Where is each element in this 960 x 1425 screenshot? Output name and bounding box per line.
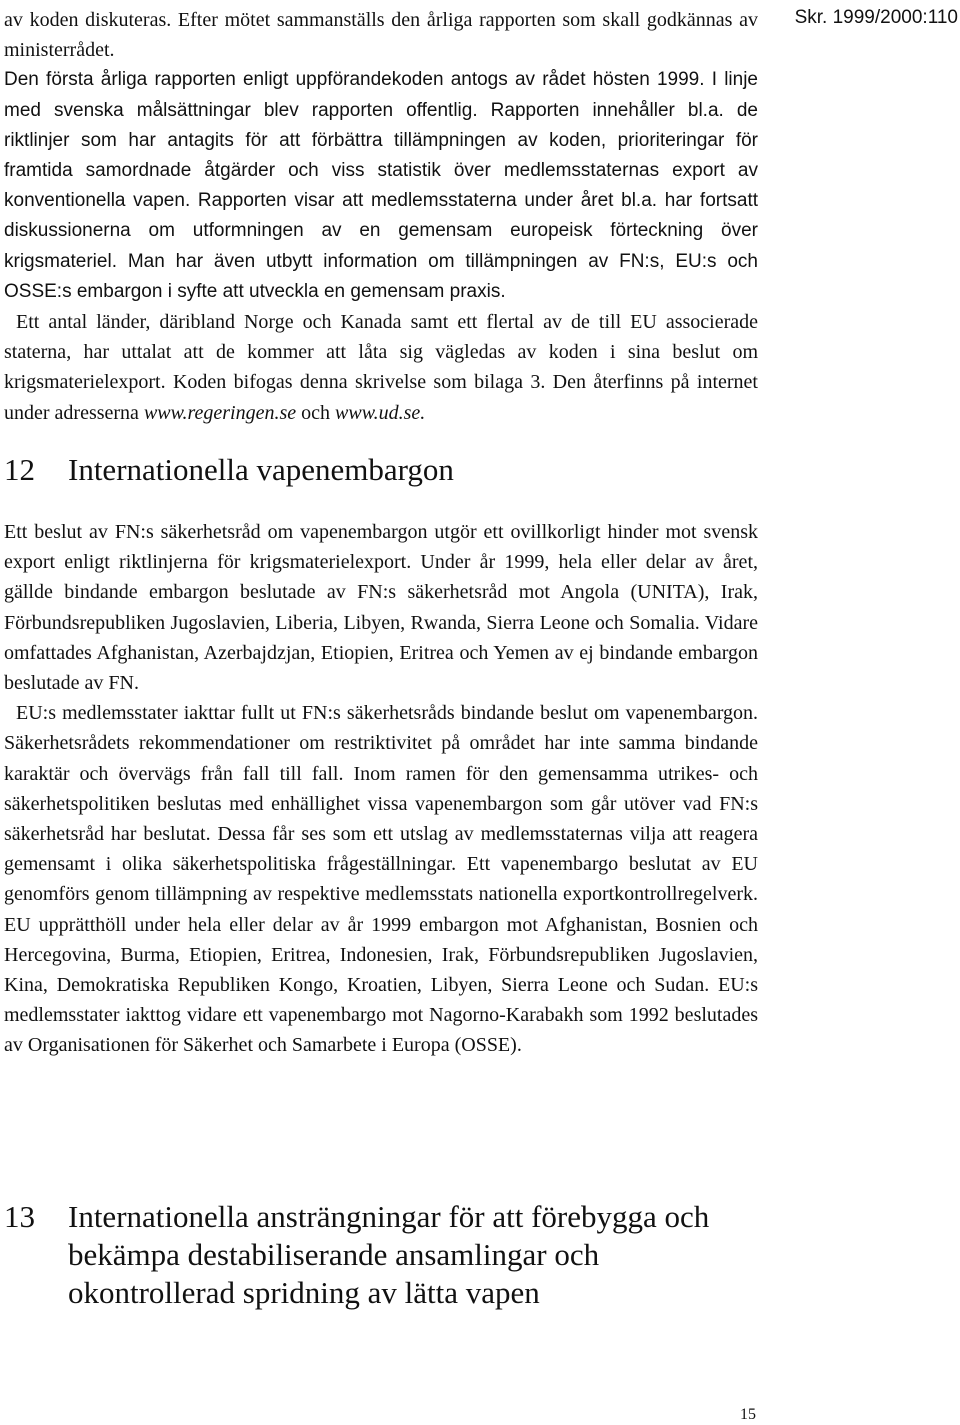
section-12-paragraph-1: Ett beslut av FN:s säkerhetsråd om vapenembargon utgör ett ovillkorligt hinder mot svensk export enligt riktlinjerna för krigsmaterielexport. Under år 1999, hela eller delar av året, gällde bindande embargon beslutade av FN:s säkerhetsråd mot Angola (UNITA), Irak, Förbundsrepubliken Jugoslavien, Liberia, Libyen, Rwanda, Sierra Leone och Somalia. Vidare omfattades Afghanistan, Azerbajdzjan, Etiopien, Eritrea och Yemen av ej bindande embargon beslutade av FN. [4, 521, 758, 695]
section-13-heading [4, 1198, 764, 1312]
page-number: 15 [740, 1406, 756, 1423]
section-13-number: 13 [4, 1199, 35, 1234]
section-12-number: 12 [4, 452, 35, 487]
link-regeringen[interactable]: www.regeringen.se [143, 401, 297, 424]
section-12-paragraph-2: EU:s medlemsstater iakttar fullt ut FN:s säkerhetsråds bindande beslut om vapenembargon. Säkerhetsrådets rekommendationer om restriktivitet på området har inte samma bindande karaktär och övervägs från fall till fall. Inom ramen för den gemensamma utrikes- och säkerhetspolitiken beslutas med enhällighet vissa vapenembargon som går utöver vad FN:s säkerhetsråd har beslutat. Dessa får ses som ett utslag av medlemsstaternas vilja att reagera gemensamt i olika säkerhetspolitiska frågeställningar. Ett vapenembargo beslutat av EU genomförs genom tillämpning av respektive medlemsstats nationella exportkontrollregelverk. EU upprätthöll under hela eller delar av år 1999 embargon mot Afghanistan, Bosnien och Hercegovina, Burma, Etiopien, Eritrea, Indonesien, Irak, Förbundsrepubliken Jugoslavien, Kina, Demokratiska Republiken Kongo, Kroatien, Libyen, Sierra Leone och Sudan. EU:s medlemsstater iakttog vidare ett vapenembargo mot Nagorno-Karabakh som 1992 beslutades av Organisationen för Säkerhet och Samarbete i Europa (OSSE). [4, 702, 758, 1057]
section-12-title: Internationella vapenembargon [68, 452, 454, 487]
section-12-heading [4, 451, 764, 489]
section-12-body [4, 517, 758, 1061]
intro-paragraph-2: Den första årliga rapporten enligt uppförandekoden antogs av rådet hösten 1999. I linje med svenska målsättningar blev rapporten offentlig. Rapporten innehåller bl.a. de riktlinjer som har antagits för att förbättra tillämpningen av koden, prioriteringar för framtida samordnade åtgärder och viss statistik över medlemsstaternas export av konventionella vapen. Rapporten visar att medlemsstaterna under året bl.a. har fortsatt diskussionerna om utformningen av en gemensam europeisk förteckning över krigsmateriel. Man har även utbytt information om tillämpningen av FN:s, EU:s och OSSE:s embargon i syfte att utveckla en gemensam praxis. [4, 69, 758, 302]
intro-paragraph-1: av koden diskuteras. Efter mötet sammanställs den årliga rapporten som skall godkännas av ministerrådet. [4, 9, 758, 62]
intro-paragraph-3 [4, 307, 758, 428]
link-ud[interactable]: www.ud.se. [335, 401, 426, 424]
section-13-title: Internationella ansträngningar för att förebygga och bekämpa destabiliserande ansamlingar och okontrollerad spridning av lätta vapen [68, 1199, 710, 1310]
document-reference: Skr. 1999/2000:110 [794, 7, 958, 28]
intro-paragraph-3-and: och [296, 401, 336, 424]
intro-paragraph-3-text: Ett antal länder, däribland Norge och Kanada samt ett flertal av de till EU associerade staterna, har uttalat att de kommer att låta sig vägledas av koden i sina beslut om krigsmaterielexport. Koden bifogas denna skrivelse som bilaga 3. Den återfinns på internet under adresserna [4, 311, 758, 424]
intro-text-block [4, 5, 758, 428]
